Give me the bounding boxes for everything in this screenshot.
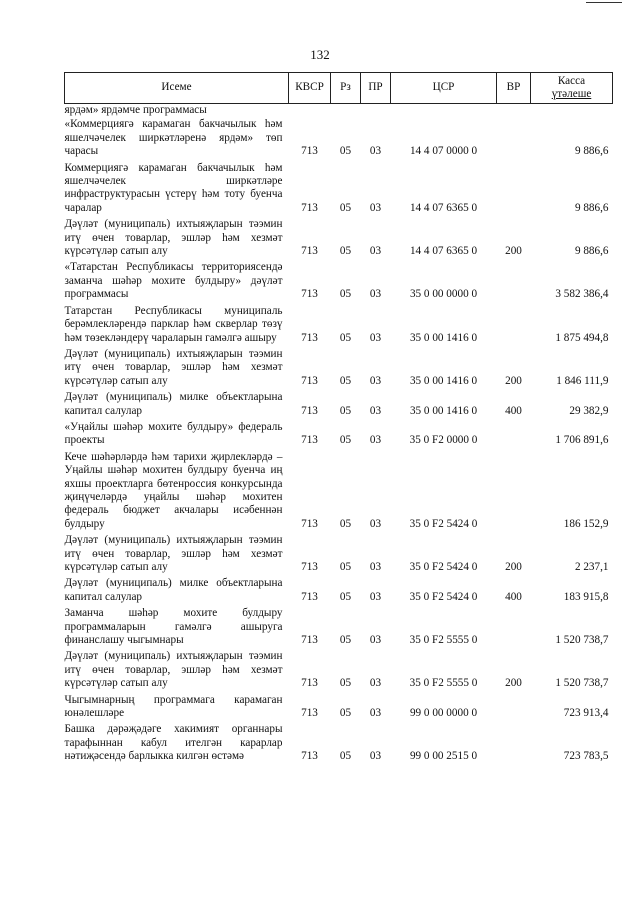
row-vr: 200	[505, 245, 522, 258]
budget-table	[64, 72, 613, 767]
row-name: «Коммерциягә карамаган бакчачылык һәм яшелчәчелек ширкәтләренә ярдәм» төп чарасы	[64, 118, 283, 158]
header-kassa-line2: үтәлеше	[551, 88, 592, 100]
row-csr: 14 4 07 6365 0	[409, 201, 478, 214]
table-row	[65, 218, 613, 261]
row-kvsr: 713	[301, 561, 318, 573]
row-vr	[497, 305, 531, 348]
row-name: Кече шәһәрләрдә һәм тарихи җирлекләрдә – Уңайлы шәһәр мохитен булдыру буенча иң яхшы проектларга бөтенроссия конкурсында җиңүчеләрдә уңайлы шәһәр мохитен федераль бюджет акчалары исәбеннән булдыру	[64, 450, 283, 530]
row-amount: 1 875 494,8	[555, 331, 609, 344]
table-row	[65, 348, 613, 391]
row-name: Дәүләт (муниципаль) ихтыяҗларын тәэмин итү өчен товарлар, эшләр һәм хезмәт күрсәтүләр сатып алу	[64, 218, 283, 258]
row-kvsr: 713	[301, 374, 318, 387]
row-rz: 05	[339, 677, 352, 690]
header-csr: ЦСР	[391, 73, 497, 104]
row-kvsr: 713	[301, 201, 318, 214]
row-name: Дәүләт (муниципаль) милке объектларына капитал салулар	[64, 391, 283, 417]
row-kvsr: 713	[301, 288, 318, 301]
row-kvsr: 713	[301, 145, 318, 158]
row-vr: 400	[505, 590, 522, 603]
row-amount: 9 886,6	[574, 145, 609, 158]
row-csr: 99 0 00 2515 0	[409, 750, 478, 763]
row-amount: 186 152,9	[563, 517, 609, 530]
row-amount: 29 382,9	[569, 404, 609, 417]
row-csr: 14 4 07 6365 0	[409, 245, 478, 258]
row-pr: 03	[369, 374, 382, 387]
row-pr: 03	[369, 634, 382, 647]
row-rz: 05	[339, 750, 352, 763]
row-pr: 03	[369, 331, 382, 344]
row-rz: 05	[339, 707, 352, 720]
header-kassa-line1: Касса	[557, 75, 586, 87]
row-pr: 03	[369, 145, 382, 158]
row-rz: 05	[339, 434, 352, 447]
row-name: Дәүләт (муниципаль) ихтыяҗларын тәэмин итү өчен товарлар, эшләр һәм хезмәт күрсәтүләр сатып алу	[64, 650, 283, 690]
row-amount: 2 237,1	[574, 561, 609, 573]
row-amount: 9 886,6	[574, 201, 609, 214]
row-kvsr: 713	[301, 634, 318, 647]
row-amount: 1 846 111,9	[556, 374, 609, 387]
row-amount: 1 520 738,7	[555, 677, 609, 690]
row-pr: 03	[369, 434, 382, 447]
row-csr: 35 0 00 1416 0	[409, 374, 478, 387]
table-row	[65, 607, 613, 650]
table-row	[65, 305, 613, 348]
row-rz	[331, 104, 361, 119]
row-csr: 35 0 00 1416 0	[409, 331, 478, 344]
row-name: Заманча шәһәр мохите булдыру программаларын гамәлгә ашыруга финанслашу чыгымнары	[64, 607, 283, 647]
row-kvsr: 713	[301, 517, 318, 530]
row-kvsr: 713	[301, 707, 318, 720]
table-row	[65, 421, 613, 451]
row-rz: 05	[339, 590, 352, 603]
row-pr: 03	[369, 677, 382, 690]
row-vr: 200	[505, 561, 522, 573]
row-pr: 03	[369, 245, 382, 258]
row-pr: 03	[369, 750, 382, 763]
row-name: Чыгымнарның программага карамаган юнәлешләре	[64, 693, 283, 720]
row-vr	[497, 261, 531, 304]
row-name: «Уңайлы шәһәр мохите булдыру» федераль проекты	[64, 420, 283, 447]
row-kvsr: 713	[301, 677, 318, 690]
row-amount: 1 706 891,6	[555, 434, 609, 447]
table-row	[65, 261, 613, 304]
row-vr	[497, 104, 531, 119]
row-amount	[531, 104, 613, 119]
table-row	[65, 451, 613, 534]
row-csr: 35 0 F2 0000 0	[409, 434, 478, 447]
page-number: 132	[310, 47, 330, 62]
row-vr	[497, 118, 531, 161]
row-amount: 9 886,6	[574, 245, 609, 258]
table-row	[65, 118, 613, 161]
row-name: Дәүләт (муниципаль) ихтыяҗларын тәэмин итү өчен товарлар, эшләр һәм хезмәт күрсәтүләр сатып алу	[64, 534, 283, 573]
row-rz: 05	[339, 561, 352, 573]
table-row	[65, 577, 613, 607]
top-rule	[586, 2, 622, 3]
row-kvsr: 713	[301, 750, 318, 763]
row-csr: 35 0 00 0000 0	[409, 288, 478, 301]
row-csr: 35 0 F2 5424 0	[409, 561, 478, 573]
row-rz: 05	[339, 404, 352, 417]
row-rz: 05	[339, 517, 352, 530]
row-rz: 05	[339, 331, 352, 344]
row-csr: 35 0 F2 5555 0	[409, 677, 478, 690]
row-pr: 03	[369, 517, 382, 530]
row-vr	[497, 694, 531, 724]
row-name: Татарстан Республикасы муниципаль берәмлекләрендә парклар һәм скверлар төзү һәм төзекләндерү чараларын гамәлгә ашыру	[64, 304, 283, 344]
row-vr: 400	[505, 404, 522, 417]
header-name: Исеме	[65, 73, 289, 104]
row-rz: 05	[339, 245, 352, 258]
row-name: Башка дәрәҗәдәге хакимият органнары тарафыннан кабул ителгән карарлар нәтиҗәсендә барлыкка килгән өстәмә	[64, 723, 283, 763]
row-rz: 05	[339, 201, 352, 214]
row-vr	[497, 162, 531, 219]
header-kassa	[531, 73, 613, 104]
row-amount: 723 913,4	[563, 707, 609, 720]
row-csr: 99 0 00 0000 0	[409, 707, 478, 720]
row-pr: 03	[369, 404, 382, 417]
row-rz: 05	[339, 145, 352, 158]
row-name: Коммерциягә карамаган бакчачылык һәм яшелчәчелек ширкәтләре инфраструктурасын үстерү һәм тоту буенча чаралар	[64, 161, 283, 214]
row-csr: 35 0 F2 5424 0	[409, 517, 478, 530]
row-name: «Татарстан Республикасы территориясендә заманча шәһәр мохите булдыру» дәүләт программасы	[64, 261, 283, 301]
row-kvsr: 713	[301, 590, 318, 603]
row-kvsr: 713	[301, 245, 318, 258]
row-vr	[497, 607, 531, 650]
row-kvsr: 713	[301, 434, 318, 447]
row-vr	[497, 723, 531, 766]
row-rz: 05	[339, 288, 352, 301]
row-rz: 05	[339, 374, 352, 387]
row-csr: 35 0 00 1416 0	[409, 404, 478, 417]
row-pr: 03	[369, 561, 382, 573]
row-name: Дәүләт (муниципаль) ихтыяҗларын тәэмин итү өчен товарлар, эшләр һәм хезмәт күрсәтүләр сатып алу	[64, 347, 283, 387]
row-amount: 723 783,5	[563, 750, 609, 763]
row-vr: 200	[505, 374, 522, 387]
row-kvsr	[289, 104, 331, 119]
row-vr: 200	[505, 677, 522, 690]
row-pr: 03	[369, 201, 382, 214]
table-row	[65, 534, 613, 577]
row-pr	[361, 104, 391, 119]
row-amount: 3 582 386,4	[555, 288, 609, 301]
row-name: Дәүләт (муниципаль) милке объектларына капитал салулар	[64, 577, 283, 603]
row-pr: 03	[369, 590, 382, 603]
header-pr: ПР	[361, 73, 391, 104]
row-kvsr: 713	[301, 331, 318, 344]
table-row	[65, 104, 613, 119]
row-pr: 03	[369, 707, 382, 720]
table-row	[65, 162, 613, 219]
header-vr: ВР	[497, 73, 531, 104]
row-amount: 183 915,8	[563, 590, 609, 603]
row-csr: 35 0 F2 5424 0	[409, 590, 478, 603]
row-csr: 35 0 F2 5555 0	[409, 634, 478, 647]
row-rz: 05	[339, 634, 352, 647]
row-vr	[497, 451, 531, 534]
header-rz: Рз	[331, 73, 361, 104]
table-header-row	[65, 73, 613, 104]
row-vr	[497, 421, 531, 451]
row-kvsr: 713	[301, 404, 318, 417]
row-csr	[391, 104, 497, 119]
row-csr: 14 4 07 0000 0	[409, 145, 478, 158]
row-pr: 03	[369, 288, 382, 301]
table-row	[65, 650, 613, 693]
row-amount: 1 520 738,7	[555, 634, 609, 647]
table-row	[65, 391, 613, 421]
header-kvsr: КВСР	[289, 73, 331, 104]
table-row	[65, 694, 613, 724]
table-row	[65, 723, 613, 766]
row-name: ярдәм» ярдәмче программасы	[64, 104, 207, 116]
